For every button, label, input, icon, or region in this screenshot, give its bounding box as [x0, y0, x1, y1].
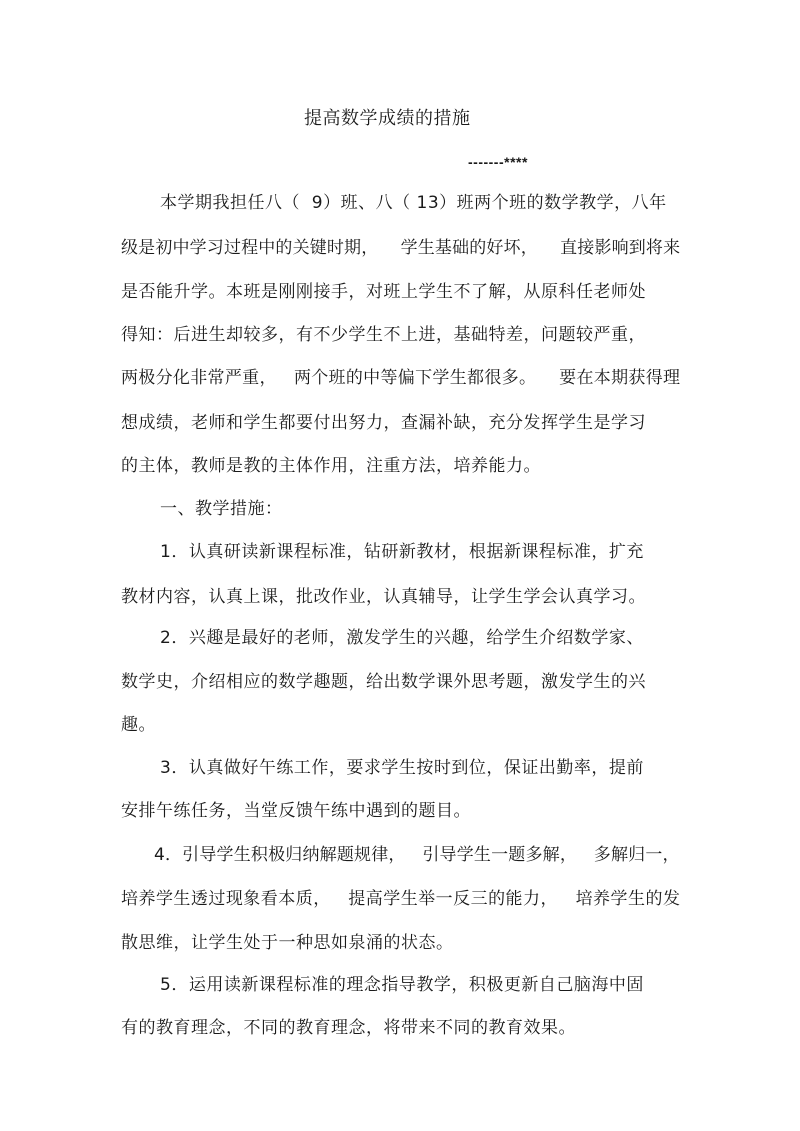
measure-line: 教材内容，认真上课，批改作业，认真辅导，让学生学会认真学习。: [121, 587, 646, 607]
intro-line: 是否能升学。本班是刚刚接手，对班上学生不了解，从原科任老师处: [121, 282, 646, 302]
measure-line: 1．认真研读新课程标准，钻研新教材，根据新课程标准，扩充: [160, 542, 644, 562]
intro-line: 级是初中学习过程中的关键时期， 学生基础的好坏， 直接影响到将来: [121, 238, 681, 258]
measure-line: 3．认真做好午练工作，要求学生按时到位，保证出勤率，提前: [160, 758, 644, 778]
intro-line: 得知：后进生却较多，有不少学生不上进，基础特差，问题较严重，: [121, 325, 646, 345]
document-author: -------****: [468, 154, 528, 170]
measure-line: 有的教育理念，不同的教育理念，将带来不同的教育效果。: [121, 1018, 576, 1038]
measure-line: 安排午练任务，当堂反馈午练中遇到的题目。: [121, 801, 471, 821]
measure-line: 4．引导学生积极归纳解题规律， 引导学生一题多解， 多解归一，: [154, 845, 680, 865]
measure-line: 培养学生透过现象看本质， 提高学生举一反三的能力， 培养学生的发: [121, 889, 681, 909]
intro-line: 的主体，教师是教的主体作用，注重方法，培养能力。: [121, 456, 541, 476]
measure-line: 5．运用读新课程标准的理念指导教学，积极更新自己脑海中固: [160, 975, 644, 995]
measure-line: 2．兴趣是最好的老师，激发学生的兴趣，给学生介绍数学家、: [160, 628, 644, 648]
section-heading: 一、教学措施：: [160, 499, 283, 519]
intro-line: 两极分化非常严重， 两个班的中等偏下学生都很多。 要在本期获得理: [121, 368, 681, 388]
measure-line: 数学史，介绍相应的数学趣题，给出数学课外思考题，激发学生的兴: [121, 672, 646, 692]
measure-line: 散思维，让学生处于一种思如泉涌的状态。: [121, 933, 454, 953]
intro-line: 想成绩，老师和学生都要付出努力，查漏补缺，充分发挥学生是学习: [121, 413, 646, 433]
intro-line: 本学期我担任八（ 9）班、八（ 13）班两个班的数学教学，八年: [160, 193, 667, 213]
document-title: 提高数学成绩的措施: [304, 108, 471, 129]
measure-line: 趣。: [121, 715, 156, 735]
